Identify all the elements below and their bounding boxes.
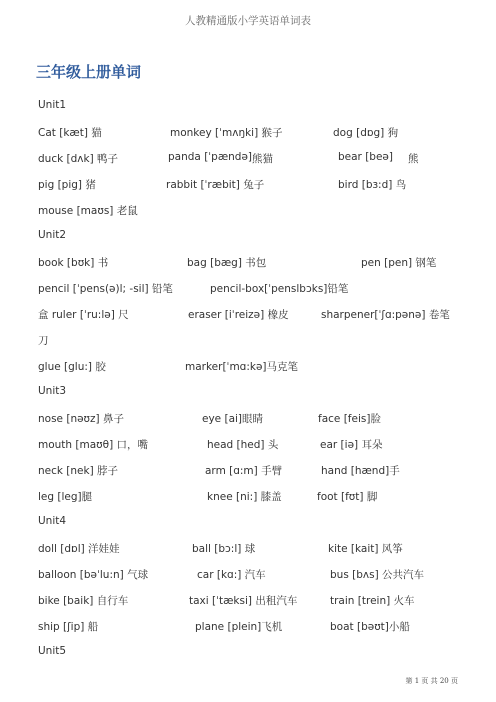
word-entry: panda [ˈpændə] (168, 151, 253, 163)
unit-heading: Unit2 (38, 229, 67, 241)
word-entry: eraser [iˈreizə] 橡皮 (188, 309, 289, 321)
word-row (38, 405, 458, 431)
word-row (38, 249, 458, 275)
word-row (38, 483, 458, 509)
section-title: 三年级上册单词 (36, 63, 142, 81)
page-header: 人教精通版小学英语单词表 (185, 15, 311, 27)
word-row (38, 613, 458, 639)
word-entry: ear [iə] 耳朵 (320, 439, 383, 451)
word-entry: arm [ɑ:m] 手臂 (205, 465, 283, 477)
word-entry: balloon [bəˈlu:n] 气球 (38, 569, 149, 581)
word-entry: ball [bɔ:l] 球 (192, 543, 256, 555)
word-entry: boat [bəʊt]小船 (330, 621, 410, 633)
word-entry: pig [pig] 猪 (38, 179, 96, 191)
word-entry: plane [plein]飞机 (195, 621, 283, 633)
word-entry: train [trein] 火车 (330, 595, 415, 607)
word-entry: taxi [ˈtæksi] 出租汽车 (189, 595, 298, 607)
word-row (38, 145, 458, 171)
word-entry: knee [ni:] 膝盖 (207, 491, 282, 503)
word-entry: hand [hænd]手 (321, 465, 400, 477)
unit-heading: Unit5 (38, 645, 67, 657)
word-entry: 盒 ruler [ˈru:lə] 尺 (38, 309, 129, 321)
word-entry: duck [dʌk] 鸭子 (38, 153, 119, 165)
word-row (38, 587, 458, 613)
word-entry: marker[ˈmɑ:kə]马克笔 (185, 361, 299, 373)
unit-heading: Unit1 (38, 99, 67, 111)
word-entry: ship [ʃip] 船 (38, 621, 99, 633)
word-entry: glue [glu:] 胶 (38, 361, 106, 373)
word-row (38, 353, 458, 379)
word-entry: pen [pen] 钢笔 (361, 257, 437, 269)
word-entry: kite [kait] 风筝 (328, 543, 403, 555)
word-entry: mouth [maʊθ] 口，嘴 (38, 439, 149, 451)
word-entry: bear [beə] (338, 151, 393, 163)
word-entry: car [kɑ:] 汽车 (197, 569, 266, 581)
word-entry: pencil-box[ˈpenslbɔks]铅笔 (210, 283, 349, 295)
word-entry: rabbit [ˈræbit] 兔子 (166, 179, 265, 191)
word-entry: neck [nek] 脖子 (38, 465, 119, 477)
word-row (38, 119, 458, 145)
word-entry: 熊猫 (252, 153, 273, 165)
unit-heading-row (38, 379, 458, 405)
unit-heading-row (38, 509, 458, 535)
unit-heading: Unit3 (38, 385, 67, 397)
word-row (38, 327, 458, 353)
word-entry: monkey [ˈmʌŋki] 猴子 (170, 127, 283, 139)
word-entry: doll [dɒl] 洋娃娃 (38, 543, 120, 555)
word-entry: dog [dɒg] 狗 (333, 127, 399, 139)
word-entry: pencil [ˈpens(ə)l; -sil] 铅笔 (38, 283, 173, 295)
unit-heading-row (38, 93, 458, 119)
word-entry: nose [nəʊz] 鼻子 (38, 413, 124, 425)
word-entry: bus [bʌs] 公共汽车 (330, 569, 425, 581)
word-entry: face [feis]脸 (318, 413, 381, 425)
word-entry: eye [ai]眼睛 (202, 413, 264, 425)
word-row (38, 561, 458, 587)
word-entry: mouse [maʊs] 老鼠 (38, 205, 138, 217)
page-number: 第 1 页 共 20 页 (405, 677, 458, 685)
unit-heading-row (38, 639, 458, 665)
word-row (38, 197, 458, 223)
vocabulary-list (38, 93, 458, 665)
word-entry: head [hed] 头 (207, 439, 279, 451)
unit-heading: Unit4 (38, 515, 67, 527)
word-row (38, 275, 458, 301)
word-row (38, 535, 458, 561)
unit-heading-row (38, 223, 458, 249)
word-entry: Cat [kæt] 猫 (38, 127, 102, 139)
word-entry: sharpener[ˈʃɑ:pənə] 卷笔 (321, 309, 450, 321)
word-entry: book [bʊk] 书 (38, 257, 109, 269)
word-row (38, 457, 458, 483)
word-row (38, 431, 458, 457)
word-entry: leg [leg]腿 (38, 491, 93, 503)
word-entry: bag [bæg] 书包 (187, 257, 267, 269)
word-entry: foot [fʊt] 脚 (317, 491, 378, 503)
word-row (38, 301, 458, 327)
word-entry: 熊 (408, 153, 419, 165)
word-row (38, 171, 458, 197)
word-entry: 刀 (38, 335, 49, 347)
word-entry: bird [bɜ:d] 鸟 (338, 179, 407, 191)
word-entry: bike [baik] 自行车 (38, 595, 129, 607)
